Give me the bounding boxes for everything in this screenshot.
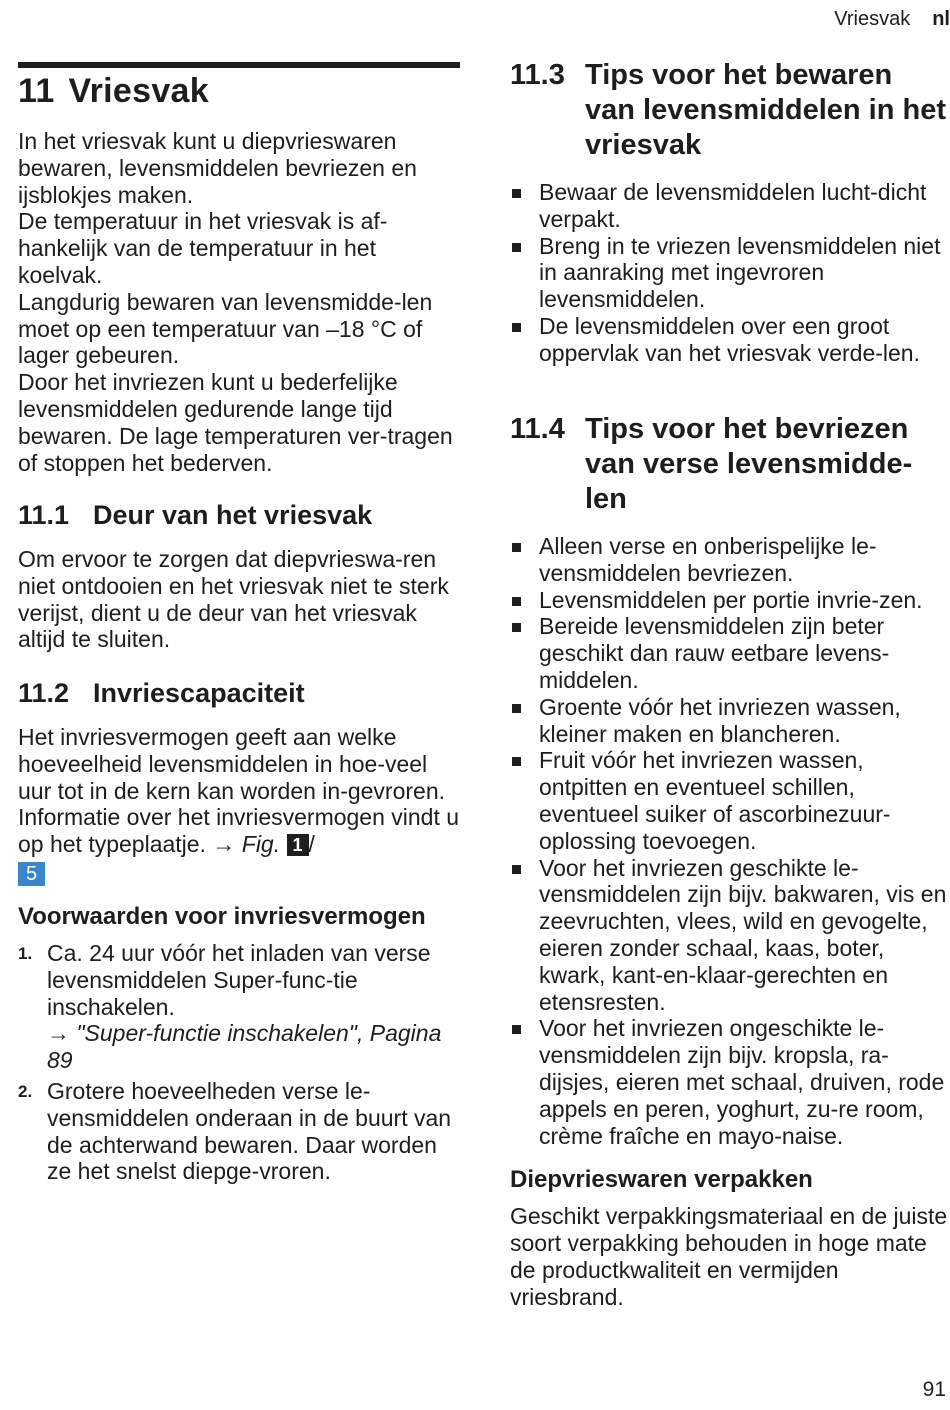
figure-ref-slash: / [308,831,315,858]
section-11-3 [510,58,950,367]
figure-ref-text: Informatie over het invriesvermogen vindt u op het typeplaatje. [18,804,460,858]
chapter-rule [18,62,460,68]
step-item [18,1078,460,1185]
chapter-title: Vriesvak [68,72,209,110]
figure-5-badge[interactable]: 5 [18,862,45,886]
section-number: 11.1 [18,500,70,530]
chapter-intro [18,128,460,476]
section-title: Tips voor het bewaren van levensmiddelen in het vriesvak [585,59,946,161]
list-item-text: De levensmiddelen over een groot oppervlak van het vriesvak verde-len. [539,312,920,366]
chapter-heading [18,72,209,111]
arrow-icon: → [212,831,236,858]
list-item [510,533,950,587]
intro-paragraph: Langdurig bewaren van levensmidde-len moet op een temperatuur van –18 °C of lager gebeuren. [18,288,433,369]
section-title: Tips voor het bevriezen van verse levensmidde-len [585,413,913,515]
section-title: Invriescapaciteit [93,678,305,708]
list-item [510,313,950,367]
list-item-text: Bewaar de levensmiddelen lucht-dicht verpakt. [539,179,927,232]
bullet-list [510,533,950,1149]
bullet-square-icon [512,243,521,252]
list-item-text: Breng in te vriezen levensmiddelen niet in aanraking met ingevroren levensmiddelen. [539,232,941,313]
section-heading [18,498,460,532]
subheading: Diepvrieswaren verpakken [510,1166,813,1194]
list-item-text: Fruit vóór het invriezen wassen, ontpitten en eventueel schillen, eventueel suiker of ascorbinezuur-oplossing toevoegen. [539,747,891,854]
list-item-text: Alleen verse en onberispelijke le-vensmiddelen bevriezen. [539,533,877,586]
list-item [510,587,950,614]
section-heading [18,676,460,710]
intro-paragraph: In het vriesvak kunt u diepvrieswaren bewaren, levensmiddelen bevriezen en ijsblokjes maken. [18,128,417,208]
bullet-square-icon [512,189,521,198]
section-number: 11.4 [510,413,565,445]
bullet-square-icon [512,323,521,332]
bullet-list [510,179,950,367]
section-number: 11.3 [510,59,565,91]
figure-1-badge[interactable]: 1 [287,834,309,856]
intro-paragraph: De temperatuur in het vriesvak is af-hankelijk van de temperatuur in het koelvak. [18,208,388,288]
list-item-text: Voor het invriezen geschikte le-vensmiddelen zijn bijv. bakwaren, vis en zeevruchten, vlees, wild en gevogelte, eieren zonder schaal, kaas, boter, kwark, kant-en-klaar-gerechten en etensresten. [539,854,947,1015]
section-paragraph: Geschikt verpakkingsmateriaal en de juiste soort verpakking behouden in hoge mate de productkwaliteit en vermijden vriesbrand. [510,1203,948,1310]
header-language-code: nl [932,8,950,30]
bullet-square-icon [512,597,521,606]
list-item [510,855,950,1016]
section-number: 11.2 [18,678,70,708]
list-item-text: Groente vóór het invriezen wassen, kleiner maken en blancheren. [539,693,901,747]
list-item-text: Levensmiddelen per portie invrie-zen. [539,586,923,613]
bullet-square-icon [512,623,521,632]
running-header [834,8,950,31]
list-item [510,1015,950,1149]
subheading: Voorwaarden voor invriesvermogen [18,902,426,930]
step-number: 1. [18,943,33,963]
intro-paragraph: Door het invriezen kunt u bederfelijke levensmiddelen gedurende lange tijd bewaren. De lage temperaturen ver-tragen of stoppen het bederven. [18,369,453,476]
list-item [510,694,950,748]
page-number: 91 [922,1378,946,1401]
steps-list [18,940,460,1185]
header-section-title: Vriesvak [834,8,911,30]
cross-reference-link[interactable]: → "Super-functie inschakelen", Pagina 89 [47,1020,442,1074]
list-item [510,613,950,693]
step-text: Ca. 24 uur vóór het inladen van verse levensmiddelen Super-func-tie inschakelen. [47,939,431,1020]
section-paragraph: Om ervoor te zorgen dat diepvrieswa-ren niet ontdooien en het vriesvak niet te sterk verijst, dient u de deur van het vriesvak altijd te sluiten. [18,546,449,653]
list-item-text: Voor het invriezen ongeschikte le-vensmiddelen zijn bijv. kropsla, ra-dijsjes, eieren met schaal, druiven, rode appels en peren, yoghurt, zu-re room, crème fraîche en mayo-naise. [539,1015,945,1149]
bullet-square-icon [512,865,521,874]
bullet-square-icon [512,704,521,713]
list-item [510,179,950,233]
section-paragraph-figure-ref [18,804,460,886]
bullet-square-icon [512,1025,521,1034]
step-item [18,940,460,1074]
section-title: Deur van het vriesvak [93,500,373,530]
section-paragraph: Het invriesvermogen geeft aan welke hoeveelheid levensmiddelen in hoe-veel uur tot in de kern kan worden in-gevroren. [18,724,446,804]
bullet-square-icon [512,543,521,552]
section-heading [510,412,950,517]
list-item [510,233,950,313]
section-11-1 [18,498,460,653]
bullet-square-icon [512,757,521,766]
step-number: 2. [18,1081,33,1101]
section-11-2 [18,676,460,1185]
chapter-number: 11 [18,72,55,110]
section-11-4 [510,412,950,1311]
list-item [510,747,950,854]
list-item-text: Bereide levensmiddelen zijn beter geschikt dan rauw eetbare levens-middelen. [539,613,890,693]
step-text: Grotere hoeveelheden verse le-vensmiddelen onderaan in de buurt van de achterwand bewaren. Daar worden ze het snelst diepge-vroren. [47,1077,452,1185]
section-heading [510,58,950,163]
figure-ref-label[interactable]: Fig. [241,831,281,858]
